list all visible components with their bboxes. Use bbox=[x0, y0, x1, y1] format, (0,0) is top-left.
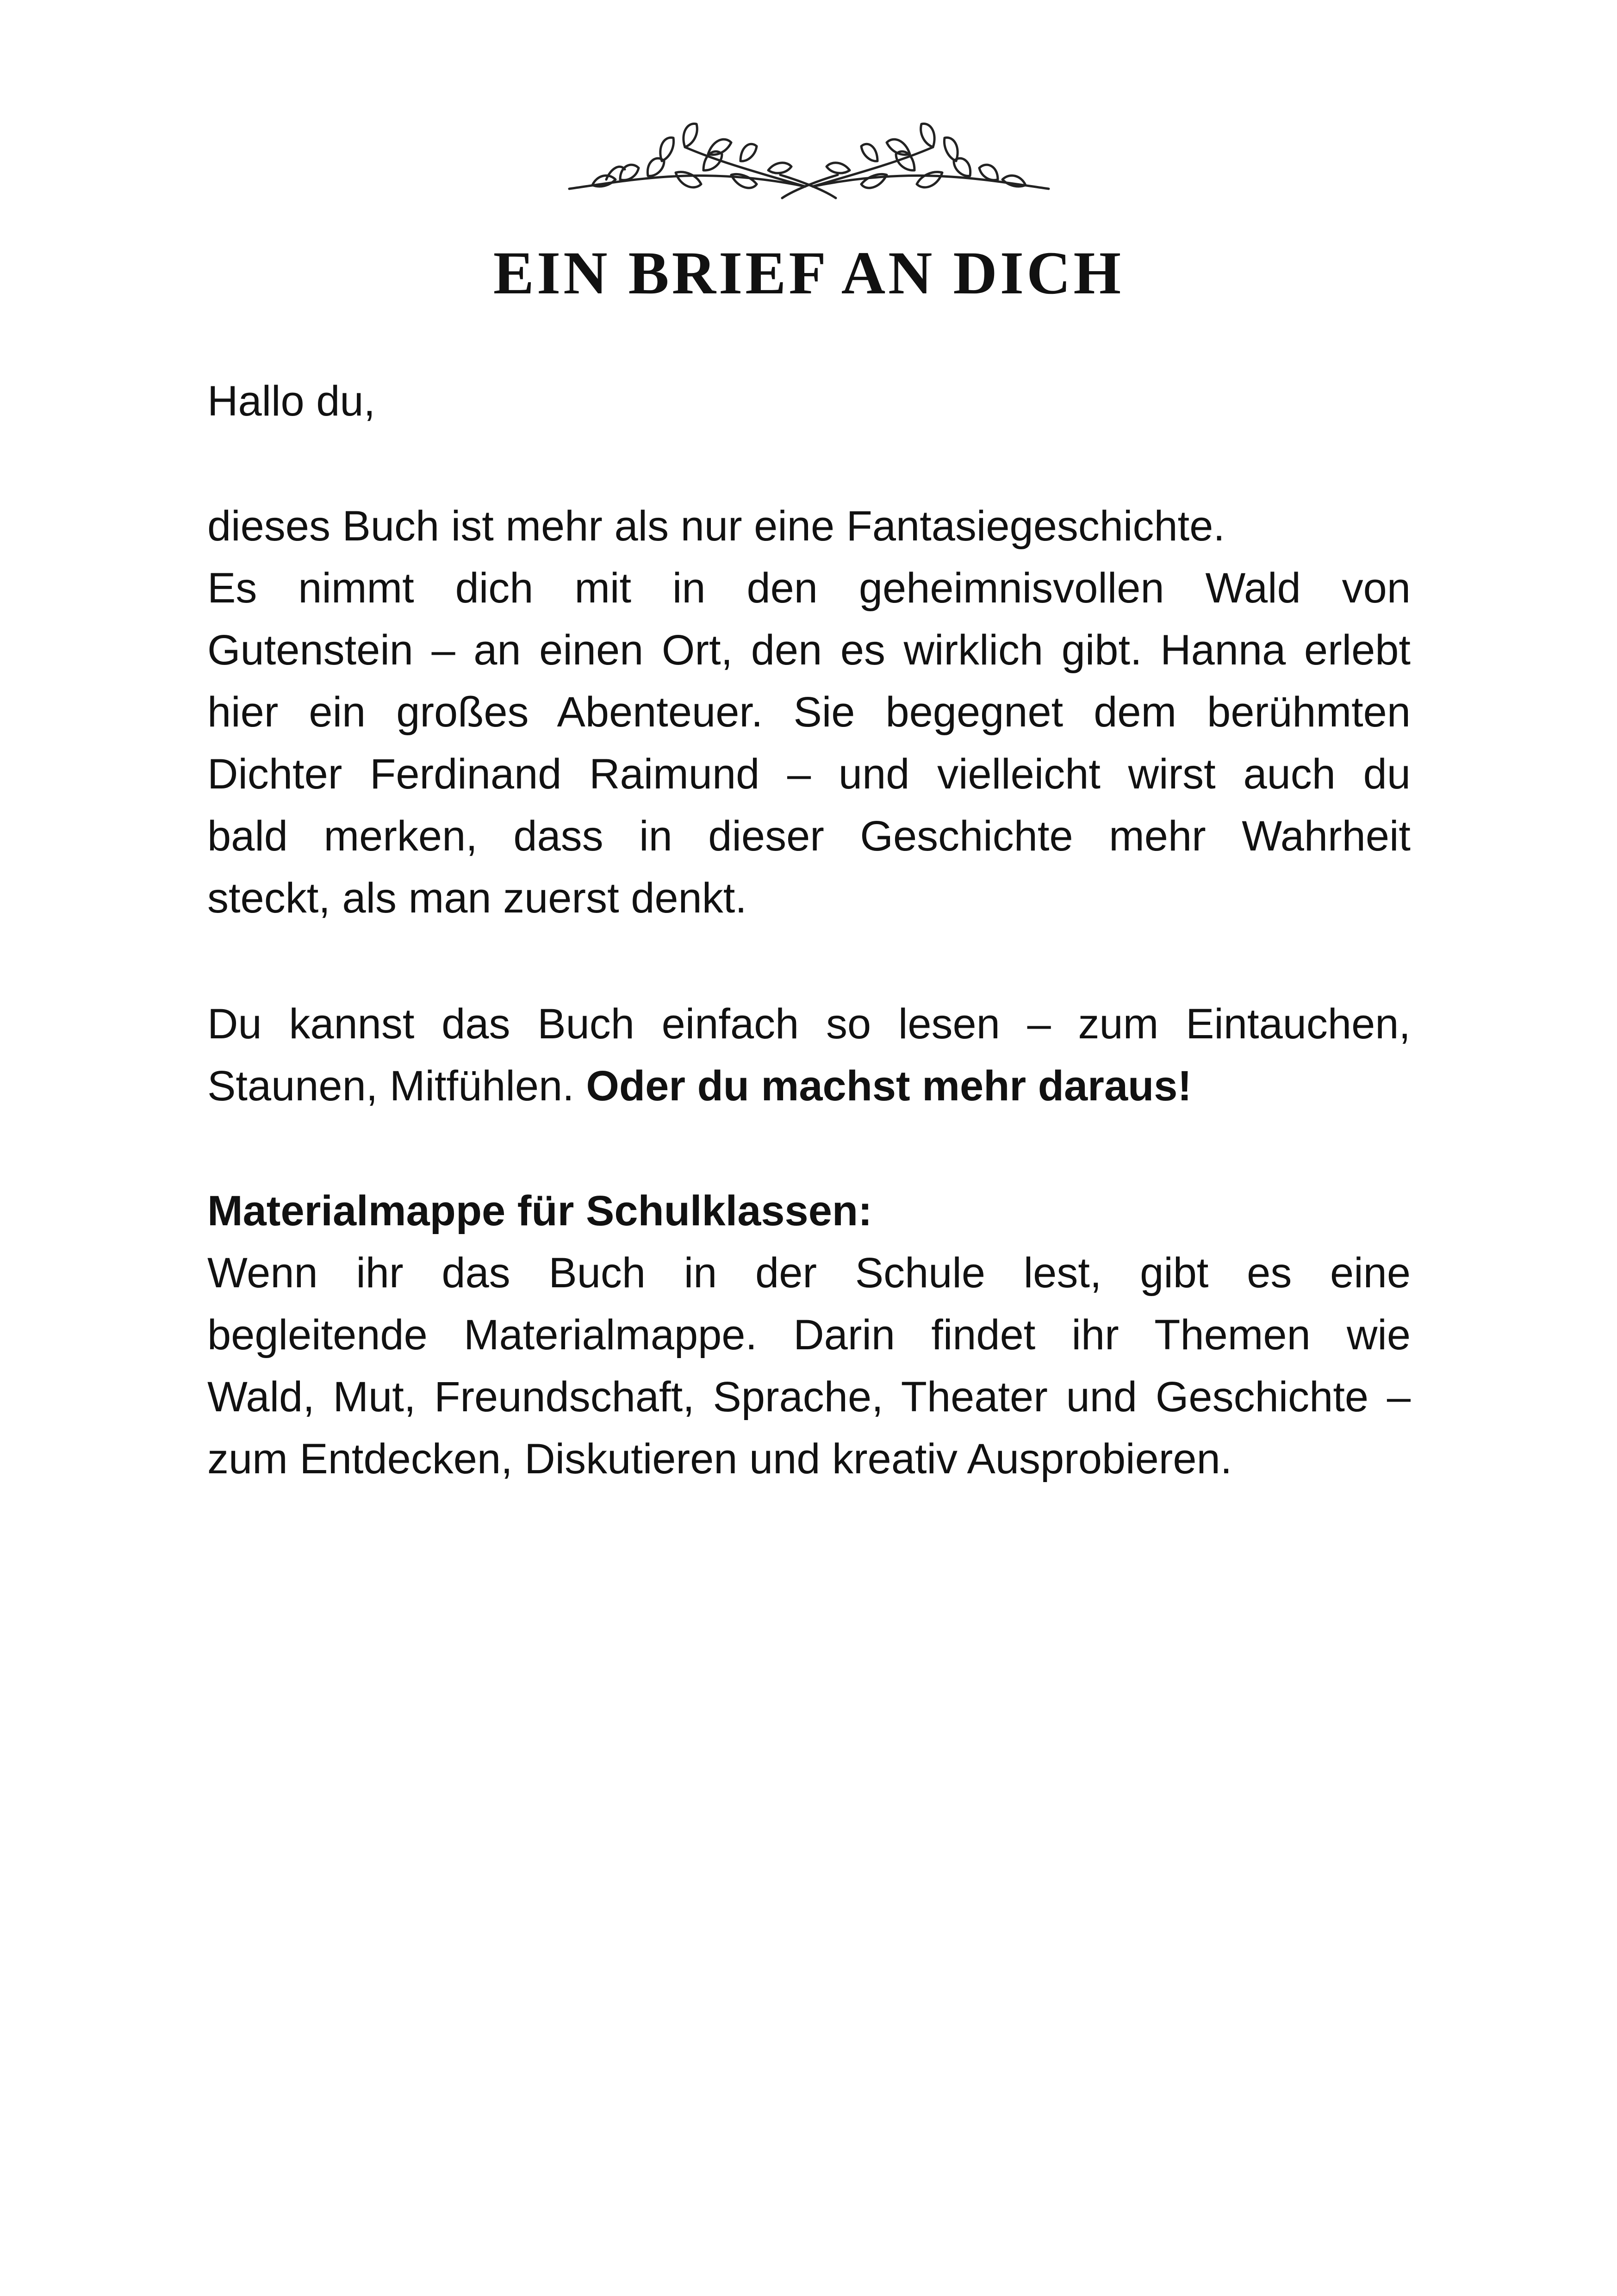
section-line: begleitende Materialmappe. Darin findet ihr Themen wie bbox=[207, 1311, 1411, 1359]
section-line: Wald, Mut, Freundschaft, Sprache, Theater und Geschichte – bbox=[207, 1373, 1411, 1421]
paragraph-intro-line: steckt, als man zuerst denkt. bbox=[207, 875, 747, 922]
paragraph-reading-line-mixed bbox=[207, 1055, 1411, 1117]
section-materialmappe bbox=[207, 1180, 1411, 1490]
laurel-branches-icon bbox=[565, 110, 1053, 212]
paragraph-intro-line: dieses Buch ist mehr als nur eine Fantasiegeschichte. bbox=[207, 503, 1225, 550]
paragraph-reading-regular-text: Staunen, Mitfühlen. bbox=[207, 1062, 574, 1110]
paragraph-intro bbox=[207, 495, 1411, 929]
paragraph-intro-line: Es nimmt dich mit in den geheimnisvollen Wald von bbox=[207, 565, 1411, 612]
paragraph-intro-line: hier ein großes Abenteuer. Sie begegnet dem berühmten bbox=[207, 689, 1411, 736]
paragraph-reading-bold-text: Oder du machst mehr daraus! bbox=[586, 1062, 1192, 1110]
paragraph-reading-line: Du kannst das Buch einfach so lesen – zum Eintauchen, bbox=[207, 1000, 1411, 1048]
section-line: zum Entdecken, Diskutieren und kreativ Ausprobieren. bbox=[207, 1435, 1232, 1483]
paragraph-reading bbox=[207, 993, 1411, 1117]
page-title: EIN BRIEF AN DICH bbox=[493, 239, 1124, 307]
greeting-text: Hallo du, bbox=[207, 378, 376, 425]
paragraph-intro-line: bald merken, dass in dieser Geschichte mehr Wahrheit bbox=[207, 813, 1411, 860]
section-line: Wenn ihr das Buch in der Schule lest, gibt es eine bbox=[207, 1249, 1411, 1297]
greeting bbox=[207, 370, 1411, 432]
paragraph-intro-line: Dichter Ferdinand Raimund – und vielleicht wirst auch du bbox=[207, 751, 1411, 798]
paragraph-intro-line: Gutenstein – an einen Ort, den es wirklich gibt. Hanna erlebt bbox=[207, 627, 1411, 674]
section-heading: Materialmappe für Schulklassen: bbox=[207, 1187, 872, 1235]
